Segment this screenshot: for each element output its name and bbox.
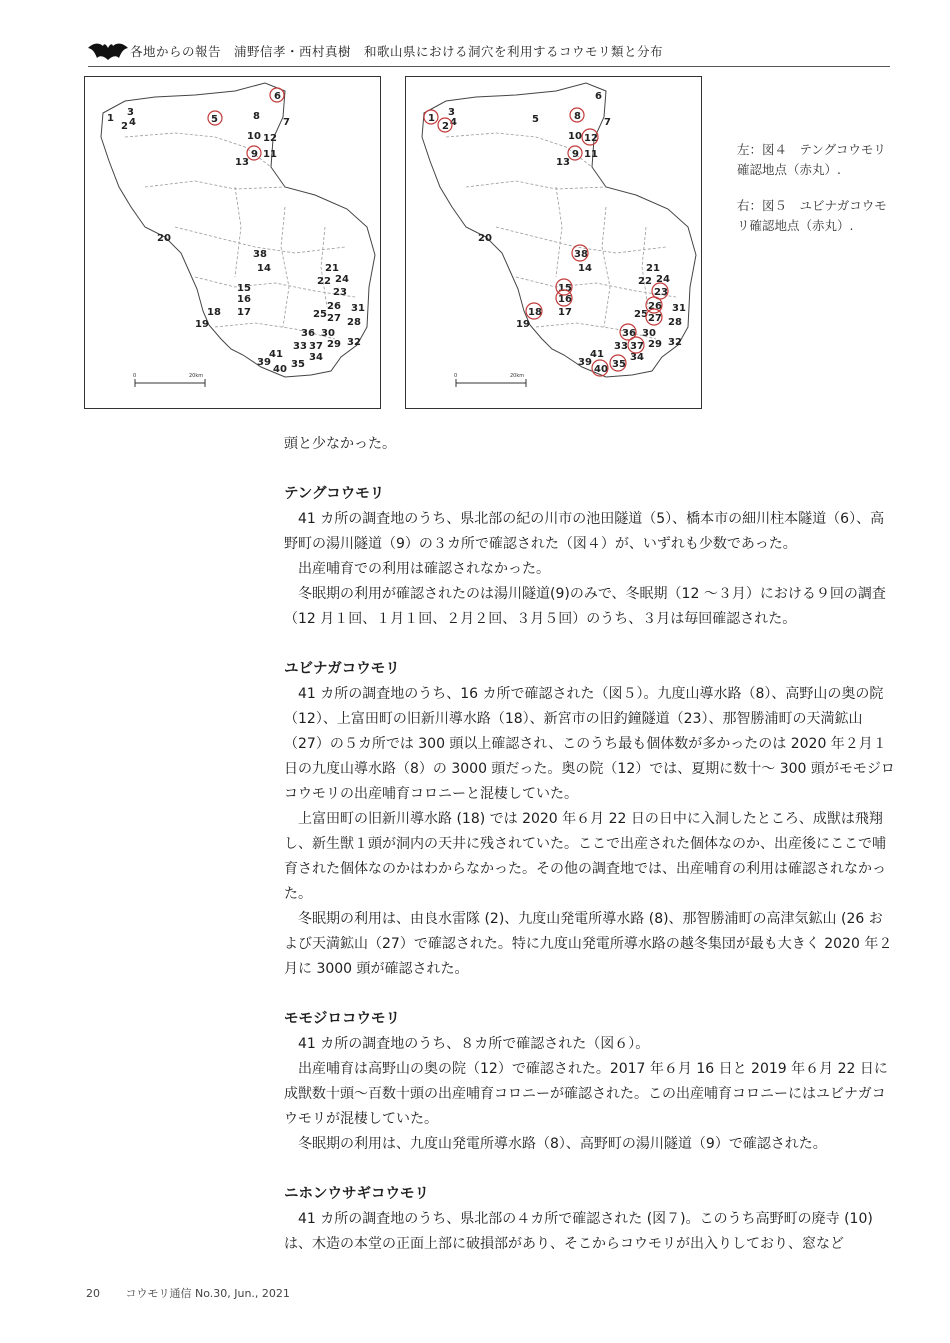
site-11: 11 [263, 149, 277, 160]
site-2: 2 [442, 121, 449, 132]
site-32: 32 [668, 337, 682, 348]
site-12: 12 [584, 133, 598, 144]
tengu-paragraph-1: 41 カ所の調査地のうち、県北部の紀の川市の池田隧道（5）、橋本市の細川柱本隧道（6）、高野町の湯川隧道（9）の３カ所で確認された（図４）が、いずれも少数であった。 [284, 511, 885, 552]
site-6: 6 [274, 91, 281, 102]
site-6: 6 [595, 91, 602, 102]
momojiro-paragraph-1: 41 カ所の調査地のうち、８カ所で確認された（図６）。 [298, 1036, 650, 1052]
site-20: 20 [157, 233, 171, 244]
site-12: 12 [263, 133, 277, 144]
site-31: 31 [672, 303, 686, 314]
caption-left: 左：図４ テングコウモリ確認地点（赤丸）. [737, 142, 886, 177]
site-41: 41 [590, 349, 604, 360]
site-22: 22 [317, 276, 331, 287]
site-8: 8 [574, 111, 581, 122]
momojiro-paragraph-2: 出産哺育は高野山の奥の院（12）で確認された。2017 年６月 16 日と 2019 年６月 22 日に成獣数十頭〜百数十頭の出産哺育コロニーが確認された。この出産哺育コロニーにはユビナガコウモリが混棲していた。 [284, 1061, 888, 1127]
site-30: 30 [642, 328, 656, 339]
site-34: 34 [309, 352, 323, 363]
site-32: 32 [347, 337, 361, 348]
site-26: 26 [327, 301, 341, 312]
site-17: 17 [558, 307, 572, 318]
heading-momojiro: モモジロコウモリ [284, 1011, 400, 1027]
site-24: 24 [656, 274, 670, 285]
tengu-paragraph-3: 冬眠期の利用が確認されたのは湯川隧道(9)のみで、冬眠期（12 〜３月）における９回の調査（12 月１回、１月１回、２月２回、３月５回）のうち、３月は毎回確認された。 [284, 586, 886, 627]
site-8: 8 [253, 111, 260, 122]
svg-text:0: 0 [454, 373, 458, 379]
site-16: 16 [237, 294, 251, 305]
tengu-paragraph-2: 出産哺育での利用は確認されなかった。 [298, 561, 550, 577]
site-1: 1 [428, 113, 435, 124]
site-27: 27 [648, 313, 662, 324]
yubinaga-paragraph-1: 41 カ所の調査地のうち、16 カ所で確認された（図５）。九度山導水路（8）、高野山の奥の院（12）、上富田町の旧新川導水路（18）、新宮市の旧釣鐘隧道（23）、那智勝浦町の天満鉱山（27）の５カ所では 300 頭以上確認され、このうち最も個体数が多かったのは 2020 年２月１日の九度山導水路（8）の 3000 頭だった。奥の院（12）では、夏期に数十〜 300 頭がモモジロコウモリの出産哺育コロニーと混棲していた。 [284, 686, 895, 802]
site-38: 38 [253, 249, 267, 260]
site-5: 5 [532, 114, 539, 125]
site-11: 11 [584, 149, 598, 160]
site-33: 33 [293, 341, 307, 352]
map-left-svg [85, 77, 380, 408]
map-figure-5 [405, 76, 702, 409]
site-36: 36 [301, 328, 315, 339]
site-14: 14 [257, 263, 271, 274]
site-38: 38 [574, 249, 588, 260]
site-15: 15 [237, 283, 251, 294]
caption-right: 右：図５ ユビナガコウモリ確認地点（赤丸）. [737, 198, 887, 233]
site-29: 29 [327, 339, 341, 350]
site-4: 4 [129, 117, 136, 128]
intro-text: 頭と少なかった。 [284, 436, 396, 452]
site-23: 23 [333, 287, 347, 298]
site-1: 1 [107, 113, 114, 124]
site-34: 34 [630, 352, 644, 363]
site-36: 36 [622, 328, 636, 339]
svg-text:0: 0 [133, 373, 137, 379]
yubinaga-paragraph-2: 上富田町の旧新川導水路 (18) では 2020 年６月 22 日の日中に入洞したところ、成獣は飛翔し、新生獣１頭が洞内の天井に残されていた。ここで出産された個体なのか、出産後にここで哺育された個体なのかはわからなかった。その他の調査地では、出産哺育の利用は確認されなかった。 [284, 811, 886, 902]
site-37: 37 [309, 341, 323, 352]
yubinaga-paragraph-3: 冬眠期の利用は、由良水雷隊 (2)、九度山発電所導水路 (8)、那智勝浦町の高津気鉱山 (26 および天満鉱山（27）で確認された。特に九度山発電所導水路の越冬集団が最も大きく 2020 年２月に 3000 頭が確認された。 [284, 911, 893, 977]
map-right-svg [406, 77, 701, 408]
nihonusagi-paragraph-1: 41 カ所の調査地のうち、県北部の４カ所で確認された (図７)。このうち高野町の廃寺 (10) は、木造の本堂の正面上部に破損部があり、そこからコウモリが出入りしており、窓など [284, 1211, 873, 1252]
site-28: 28 [668, 317, 682, 328]
header-title: 各地からの報告 浦野信孝・西村真樹 和歌山県における洞穴を利用するコウモリ類と分布 [130, 44, 664, 59]
site-10: 10 [247, 131, 261, 142]
site-22: 22 [638, 276, 652, 287]
site-33: 33 [614, 341, 628, 352]
bat-icon [88, 40, 128, 62]
site-2: 2 [121, 121, 128, 132]
running-header [88, 38, 890, 67]
site-3: 3 [127, 107, 134, 118]
site-10: 10 [568, 131, 582, 142]
heading-nihonusagi: ニホンウサギコウモリ [284, 1186, 429, 1202]
site-9: 9 [251, 149, 258, 160]
site-31: 31 [351, 303, 365, 314]
map-figure-4 [84, 76, 381, 409]
site-21: 21 [325, 263, 339, 274]
heading-yubinaga: ユビナガコウモリ [284, 661, 400, 677]
site-35: 35 [612, 359, 626, 370]
site-35: 35 [291, 359, 305, 370]
site-24: 24 [335, 274, 349, 285]
scale-label-right: 20km [510, 373, 525, 379]
heading-tengu: テングコウモリ [284, 486, 385, 502]
site-27: 27 [327, 313, 341, 324]
site-7: 7 [604, 117, 611, 128]
site-20: 20 [478, 233, 492, 244]
site-15: 15 [558, 283, 572, 294]
site-19: 19 [195, 319, 209, 330]
site-5: 5 [211, 114, 218, 125]
site-41: 41 [269, 349, 283, 360]
site-29: 29 [648, 339, 662, 350]
site-7: 7 [283, 117, 290, 128]
article-body [284, 432, 896, 1257]
page-number: 20 [86, 1287, 100, 1300]
site-25: 25 [313, 309, 327, 320]
site-18: 18 [528, 307, 542, 318]
site-30: 30 [321, 328, 335, 339]
scale-label-left: 20km [189, 373, 204, 379]
site-14: 14 [578, 263, 592, 274]
site-16: 16 [558, 294, 572, 305]
site-13: 13 [556, 157, 570, 168]
site-40: 40 [594, 364, 608, 375]
site-40: 40 [273, 364, 287, 375]
page-footer [86, 1285, 290, 1301]
site-17: 17 [237, 307, 251, 318]
site-28: 28 [347, 317, 361, 328]
site-18: 18 [207, 307, 221, 318]
site-37: 37 [630, 341, 644, 352]
site-26: 26 [648, 301, 662, 312]
momojiro-paragraph-3: 冬眠期の利用は、九度山発電所導水路（8）、高野町の湯川隧道（9）で確認された。 [298, 1136, 827, 1152]
site-3: 3 [448, 107, 455, 118]
site-25: 25 [634, 309, 648, 320]
site-39: 39 [578, 357, 592, 368]
site-39: 39 [257, 357, 271, 368]
site-21: 21 [646, 263, 660, 274]
site-19: 19 [516, 319, 530, 330]
site-13: 13 [235, 157, 249, 168]
site-23: 23 [654, 287, 668, 298]
journal-citation: コウモリ通信 No.30, Jun., 2021 [125, 1287, 290, 1300]
site-9: 9 [572, 149, 579, 160]
site-4: 4 [450, 117, 457, 128]
